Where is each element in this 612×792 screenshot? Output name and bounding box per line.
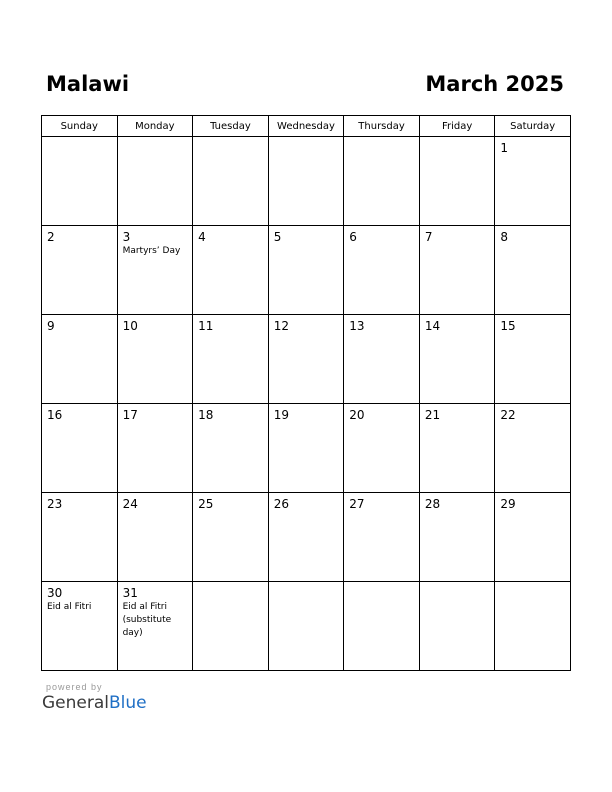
day-cell[interactable]	[117, 404, 193, 493]
day-number: 14	[424, 319, 441, 333]
day-cell[interactable]	[419, 315, 495, 404]
holiday-label: Martyrs’ Day	[122, 246, 181, 256]
day-cell[interactable]	[344, 582, 420, 671]
day-cell[interactable]	[344, 137, 420, 226]
day-number: 24	[122, 497, 138, 511]
day-number	[42, 137, 117, 141]
day-number: 25	[198, 497, 214, 511]
day-number: 17	[122, 408, 138, 422]
day-cell[interactable]	[42, 226, 118, 315]
weekday-tuesday: Tuesday	[193, 116, 269, 137]
week-row	[42, 404, 571, 493]
day-number: 11	[198, 319, 214, 333]
holiday-label: Eid al Fitri (substitute day)	[122, 602, 172, 638]
day-cell[interactable]	[193, 137, 269, 226]
weekday-friday: Friday	[419, 116, 495, 137]
week-row	[42, 226, 571, 315]
day-number: 6	[349, 230, 357, 244]
day-cell[interactable]	[117, 226, 193, 315]
day-number: 16	[47, 408, 63, 422]
day-cell[interactable]	[344, 315, 420, 404]
day-cell[interactable]	[419, 493, 495, 582]
day-cell[interactable]	[117, 493, 193, 582]
day-number: 4	[198, 230, 206, 244]
calendar-body	[42, 137, 571, 671]
day-cell[interactable]	[419, 582, 495, 671]
day-number: 12	[273, 319, 289, 333]
day-number: 19	[273, 408, 289, 422]
day-number	[420, 582, 495, 586]
powered-by-text: powered by	[46, 682, 103, 692]
day-cell[interactable]	[117, 315, 193, 404]
day-cell[interactable]	[193, 226, 269, 315]
day-cell[interactable]	[495, 315, 571, 404]
day-cell[interactable]	[193, 404, 269, 493]
day-cell[interactable]	[268, 404, 344, 493]
calendar-grid	[41, 115, 571, 671]
weekday-wednesday: Wednesday	[268, 116, 344, 137]
day-number: 10	[122, 319, 138, 333]
day-number: 15	[500, 319, 516, 333]
day-cell[interactable]	[42, 493, 118, 582]
day-number: 21	[424, 408, 441, 422]
day-number	[420, 137, 495, 141]
day-cell[interactable]	[344, 404, 420, 493]
day-number: 28	[424, 497, 441, 511]
day-cell[interactable]	[495, 493, 571, 582]
day-number: 9	[47, 319, 55, 333]
day-cell[interactable]	[117, 582, 193, 671]
day-number	[118, 137, 193, 141]
day-number: 26	[273, 497, 289, 511]
day-number: 18	[198, 408, 214, 422]
day-number: 13	[349, 319, 365, 333]
day-number: 3	[122, 230, 131, 244]
day-number	[495, 582, 570, 586]
logo-general: General	[42, 693, 109, 713]
day-cell[interactable]	[344, 493, 420, 582]
day-cell[interactable]	[419, 137, 495, 226]
day-cell[interactable]	[117, 137, 193, 226]
day-cell[interactable]	[42, 315, 118, 404]
day-cell[interactable]	[42, 582, 118, 671]
day-cell[interactable]	[268, 226, 344, 315]
country-title: Malawi	[46, 72, 130, 96]
weekday-saturday: Saturday	[495, 116, 571, 137]
day-number: 7	[424, 230, 433, 244]
day-cell[interactable]	[268, 315, 344, 404]
holiday-label: Eid al Fitri	[47, 602, 92, 612]
day-number: 2	[47, 230, 55, 244]
day-cell[interactable]	[42, 404, 118, 493]
day-number: 27	[349, 497, 365, 511]
day-number	[344, 582, 419, 586]
week-row	[42, 315, 571, 404]
weekday-sunday: Sunday	[42, 116, 118, 137]
day-number: 1	[500, 141, 509, 155]
day-number: 8	[500, 230, 509, 244]
day-number	[269, 582, 344, 586]
day-number	[344, 137, 419, 141]
day-cell[interactable]	[268, 493, 344, 582]
day-number	[193, 582, 268, 586]
week-row	[42, 582, 571, 671]
day-cell[interactable]	[344, 226, 420, 315]
day-number: 29	[500, 497, 516, 511]
day-cell[interactable]	[42, 137, 118, 226]
day-cell[interactable]	[193, 493, 269, 582]
day-cell[interactable]	[419, 404, 495, 493]
day-cell[interactable]	[495, 582, 571, 671]
day-number: 20	[349, 408, 365, 422]
day-cell[interactable]	[419, 226, 495, 315]
day-cell[interactable]	[268, 137, 344, 226]
day-cell[interactable]	[495, 226, 571, 315]
weekday-header-row	[42, 116, 571, 137]
day-cell[interactable]	[495, 404, 571, 493]
weekday-thursday: Thursday	[344, 116, 420, 137]
day-number: 31	[122, 586, 138, 600]
generalblue-logo[interactable]	[42, 693, 147, 713]
day-cell[interactable]	[268, 582, 344, 671]
weekday-monday: Monday	[117, 116, 193, 137]
day-cell[interactable]	[193, 315, 269, 404]
month-title: March 2025	[425, 72, 564, 96]
day-number	[269, 137, 344, 141]
day-number: 23	[47, 497, 63, 511]
day-number	[193, 137, 268, 141]
week-row	[42, 493, 571, 582]
day-cell[interactable]	[495, 137, 571, 226]
day-number: 30	[47, 586, 63, 600]
day-cell[interactable]	[193, 582, 269, 671]
week-row	[42, 137, 571, 226]
day-number: 5	[273, 230, 282, 244]
logo-blue: Blue	[109, 693, 147, 713]
day-number: 22	[500, 408, 516, 422]
